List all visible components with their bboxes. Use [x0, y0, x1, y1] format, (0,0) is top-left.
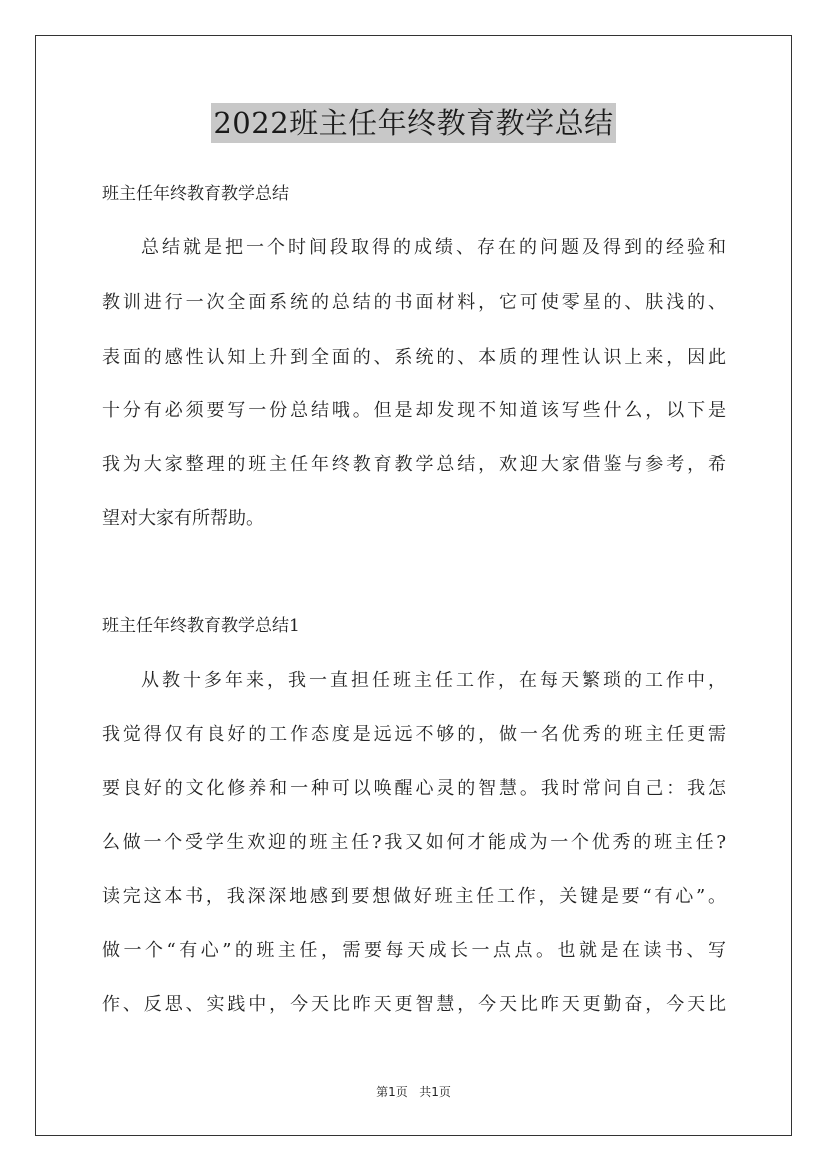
- intro-line: 教训进行一次全面系统的总结的书面材料，它可使零星的、肤浅的、: [102, 292, 726, 313]
- document-title: 2022班主任年终教育教学总结: [211, 103, 615, 143]
- section1-line: 要良好的文化修养和一种可以唤醒心灵的智慧。我时常问自己：我怎: [102, 778, 726, 799]
- section1-line: 从教十多年来，我一直担任班主任工作，在每天繁琐的工作中，: [141, 670, 726, 691]
- intro-line: 总结就是把一个时间段取得的成绩、存在的问题及得到的经验和: [141, 237, 726, 258]
- title-container: [0, 103, 827, 143]
- section1-heading: 班主任年终教育教学总结1: [102, 616, 300, 636]
- intro-line: 表面的感性认知上升到全面的、系统的、本质的理性认识上来，因此: [102, 347, 726, 368]
- page-number: 第1页: [376, 1085, 408, 1099]
- intro-heading: 班主任年终教育教学总结: [102, 184, 289, 204]
- section1-line: 么做一个受学生欢迎的班主任?我又如何才能成为一个优秀的班主任?: [102, 832, 726, 853]
- section1-line: 我觉得仅有良好的工作态度是远远不够的，做一名优秀的班主任更需: [102, 724, 726, 745]
- section1-line: 作、反思、实践中，今天比昨天更智慧，今天比昨天更勤奋，今天比: [102, 994, 726, 1015]
- intro-line: 我为大家整理的班主任年终教育教学总结，欢迎大家借鉴与参考，希: [102, 454, 726, 475]
- page-total: 共1页: [419, 1085, 451, 1099]
- page-footer: [0, 1083, 827, 1101]
- section1-line: 读完这本书，我深深地感到要想做好班主任工作，关键是要“有心”。: [102, 886, 726, 907]
- intro-line: 十分有必须要写一份总结哦。但是却发现不知道该写些什么，以下是: [102, 400, 726, 421]
- section1-line: 做一个“有心”的班主任，需要每天成长一点点。也就是在读书、写: [102, 940, 726, 961]
- intro-line: 望对大家有所帮助。: [102, 508, 264, 529]
